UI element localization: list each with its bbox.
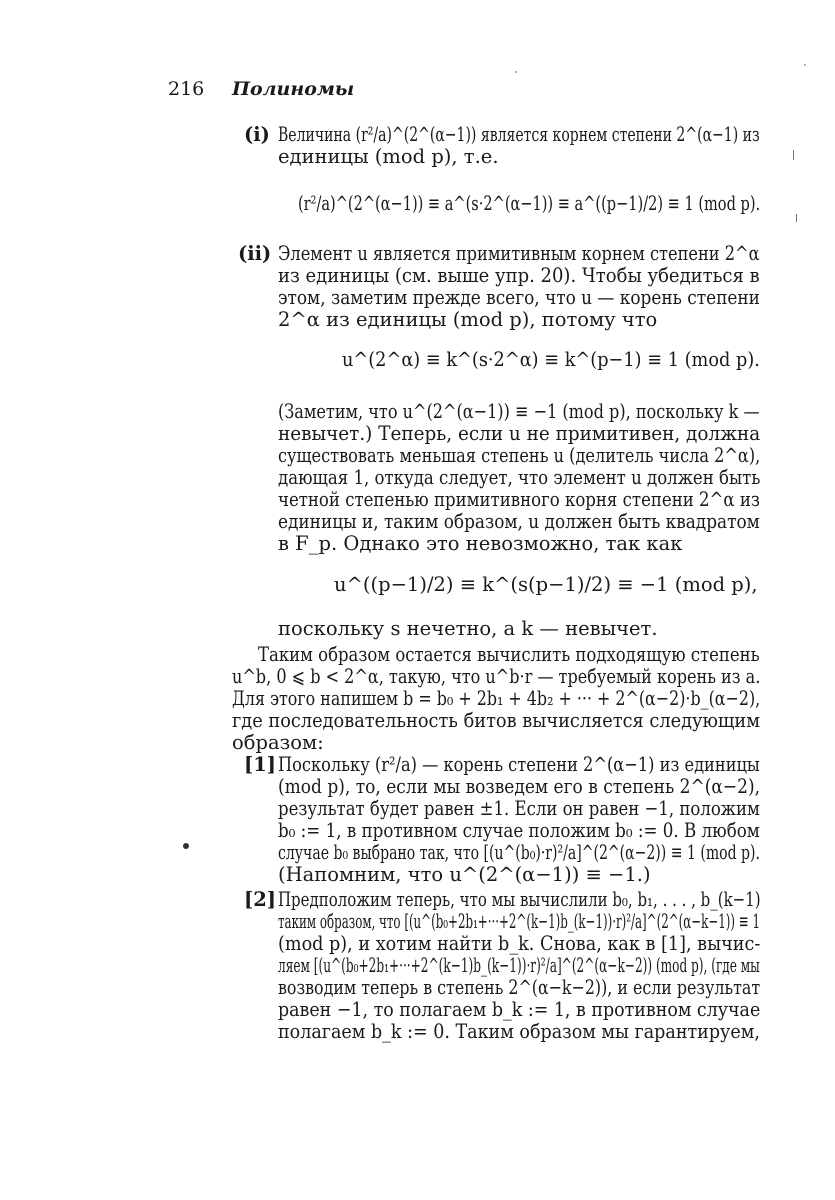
chapter-title: Полиномы	[232, 78, 355, 100]
item-ii-line-3: этом, заметим прежде всего, что u — корень степени	[278, 286, 760, 309]
formula-i: (r²/a)^(2^(α−1)) ≡ a^(s·2^(α−1)) ≡ a^((p−1)/2) ≡ 1 (mod p).	[298, 192, 761, 215]
item-ii-label: (ii)	[238, 242, 272, 265]
step-2-line-5: возводим теперь в степень 2^(α−k−2)), и если результат	[278, 976, 761, 999]
scan-speck	[183, 843, 189, 849]
item-ii-tail: поскольку s нечетно, а k — невычет.	[278, 617, 658, 640]
step-1-line-6: (Напомним, что u^(2^(α−1)) ≡ −1.)	[278, 863, 651, 886]
item-ii-line-11: в F_p. Однако это невозможно, так как	[278, 532, 683, 555]
step-1-line-5: случае b₀ выбрано так, что [(u^(b₀)·r)²/a]^(2^(α−2)) ≡ 1 (mod p).	[278, 841, 760, 864]
item-ii-line-1: Элемент u является примитивным корнем степени 2^α	[278, 242, 760, 265]
item-ii-line-5: (Заметим, что u^(2^(α−1)) ≡ −1 (mod p), поскольку k —	[278, 400, 760, 423]
step-2-label: [2]	[244, 888, 277, 911]
item-ii-line-6: невычет.) Теперь, если u не примитивен, должна	[278, 422, 761, 445]
scan-speck	[804, 64, 806, 66]
item-ii-line-2: из единицы (см. выше упр. 20). Чтобы убедиться в	[278, 264, 760, 287]
paragraph-line-2: u^b, 0 ⩽ b < 2^α, такую, что u^b·r — требуемый корень из a.	[232, 665, 761, 688]
step-1-label: [1]	[244, 753, 277, 776]
scan-mark	[796, 214, 797, 222]
step-2-line-4: ляем [(u^(b₀+2b₁+···+2^(k−1)b_(k−1))·r)²/a]^(2^(α−k−2)) (mod p), (где мы	[278, 954, 760, 977]
paragraph-line-5: образом:	[232, 731, 324, 754]
item-ii-line-8: дающая 1, откуда следует, что элемент u должен быть	[278, 466, 761, 489]
item-i-line-2: единицы (mod p), т.е.	[278, 145, 499, 168]
scan-speck	[515, 71, 517, 73]
item-ii-line-4: 2^α из единицы (mod p), потому что	[278, 308, 658, 331]
item-ii-line-9: четной степенью примитивного корня степени 2^α из	[278, 488, 760, 511]
item-ii-line-10: единицы и, таким образом, u должен быть квадратом	[278, 510, 760, 533]
step-1-line-2: (mod p), то, если мы возведем его в степень 2^(α−2),	[278, 775, 761, 798]
paragraph-line-4: где последовательность битов вычисляется следующим	[232, 709, 761, 732]
formula-ii-1: u^(2^α) ≡ k^(s·2^α) ≡ k^(p−1) ≡ 1 (mod p).	[342, 348, 760, 371]
scan-mark	[793, 150, 794, 160]
formula-ii-2: u^((p−1)/2) ≡ k^(s(p−1)/2) ≡ −1 (mod p),	[334, 573, 758, 596]
step-2-line-2: таким образом, что [(u^(b₀+2b₁+···+2^(k−1)b_(k−1))·r)²/a]^(2^(α−k−1)) ≡ 1	[278, 910, 761, 933]
step-2-line-3: (mod p), и хотим найти b_k. Снова, как в [1], вычис-	[278, 932, 761, 955]
step-1-line-4: b₀ := 1, в противном случае положим b₀ := 0. В любом	[278, 819, 760, 842]
paragraph-line-3: Для этого напишем b = b₀ + 2b₁ + 4b₂ + ··· + 2^(α−2)·b_(α−2),	[232, 687, 761, 710]
page-number: 216	[168, 78, 205, 100]
step-2-line-7: полагаем b_k := 0. Таким образом мы гарантируем,	[278, 1020, 760, 1043]
item-i-line-1: Величина (r²/a)^(2^(α−1)) является корнем степени 2^(α−1) из	[278, 123, 760, 146]
step-2-line-6: равен −1, то полагаем b_k := 1, в противном случае	[278, 998, 761, 1021]
step-1-line-3: результат будет равен ±1. Если он равен −1, положим	[278, 797, 760, 820]
item-ii-line-7: существовать меньшая степень u (делитель числа 2^α),	[278, 444, 761, 467]
paragraph-line-1: Таким образом остается вычислить подходящую степень	[258, 643, 760, 666]
item-i-label: (i)	[244, 123, 270, 146]
step-2-line-1: Предположим теперь, что мы вычислили b₀, b₁, . . . , b_(k−1)	[278, 888, 761, 911]
step-1-line-1: Поскольку (r²/a) — корень степени 2^(α−1) из единицы	[278, 753, 760, 776]
